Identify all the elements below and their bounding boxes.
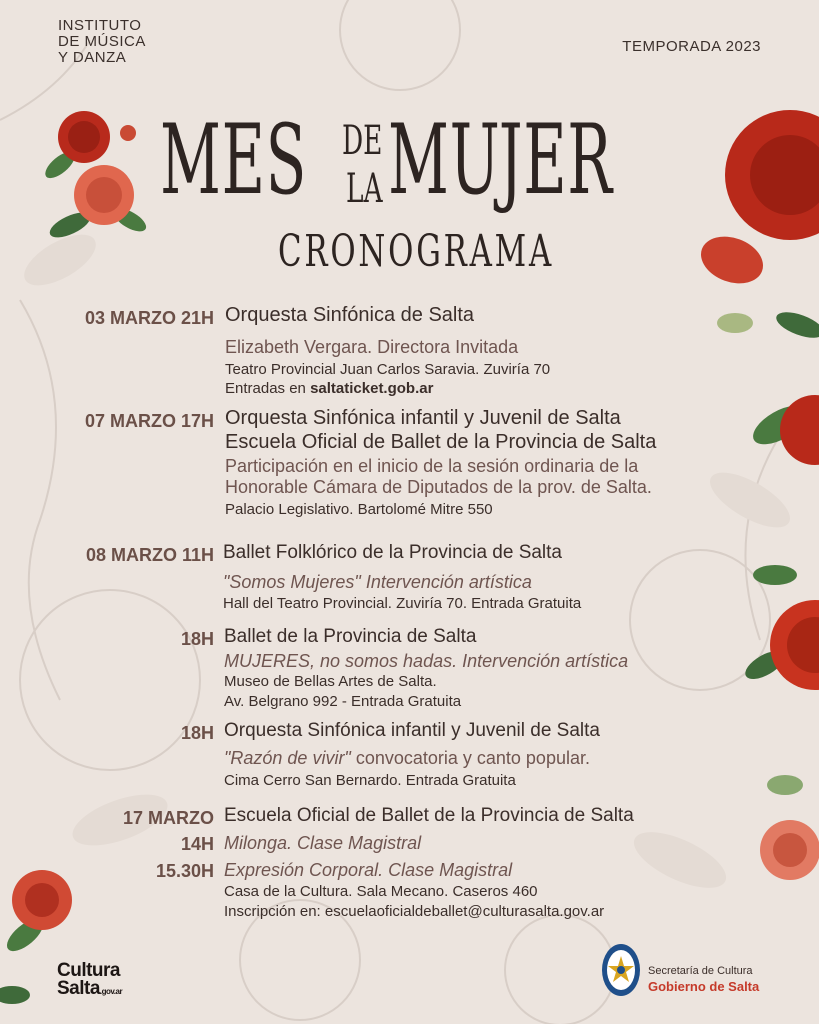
event-4-time: 18H: [180, 629, 214, 649]
season-label: TEMPORADA 2023: [622, 38, 761, 55]
event-2-date: 07 MARZO 17H: [84, 411, 214, 431]
event-5-time: 18H: [180, 723, 214, 743]
event-4-name: Ballet de la Provincia de Salta: [224, 626, 477, 647]
event-4-subtitle: MUJERES, no somos hadas. Intervención artística: [224, 651, 629, 671]
event-3-name: Ballet Folklórico de la Provincia de Salta: [223, 542, 563, 563]
salta-coat-of-arms-icon: [600, 942, 642, 998]
event-2-name-line-2: Escuela Oficial de Ballet de la Provincia de Salta: [225, 431, 657, 453]
event-1-date: 03 MARZO 21H: [84, 308, 214, 328]
event-4-venue-line-1: Museo de Bellas Artes de Salta.: [224, 673, 437, 690]
event-5-subtitle-rest: convocatoria y canto popular.: [350, 748, 590, 768]
event-6-date: 17 MARZO: [122, 808, 214, 828]
cultura-salta-logo: [57, 962, 122, 1001]
event-6-signup[interactable]: Inscripción en: escuelaoficialdeballet@culturasalta.gov.ar: [224, 903, 605, 920]
title-de: DE: [342, 118, 383, 164]
event-1-tickets-link[interactable]: saltaticket.gob.ar: [310, 380, 434, 397]
event-6-time-2: 15.30H: [155, 861, 214, 881]
logo-line-1: Cultura: [57, 960, 120, 981]
event-5-subtitle-title: "Razón de vivir": [224, 748, 351, 768]
rose-right-top-icon: [690, 75, 819, 465]
event-2-name-line-1: Orquesta Sinfónica infantil y Juvenil de Salta: [225, 407, 621, 429]
event-6-venue: Casa de la Cultura. Sala Mecano. Caseros 460: [224, 883, 538, 900]
institute-line-1: INSTITUTO: [58, 17, 142, 34]
event-2-desc-line-1: Participación en el inicio de la sesión ordinaria de la: [225, 456, 639, 476]
event-3-date: 08 MARZO 11H: [85, 545, 214, 565]
logo-line-2-text: Salta: [57, 978, 100, 999]
institute-line-2: DE MÚSICA: [58, 33, 146, 50]
event-3-venue: Hall del Teatro Provincial. Zuviría 70. Entrada Gratuita: [223, 595, 582, 612]
logo-line-2: [57, 980, 122, 1001]
event-1-venue: Teatro Provincial Juan Carlos Saravia. Zuviría 70: [225, 361, 551, 378]
event-2-desc-line-2: Honorable Cámara de Diputados de la prov. de Salta.: [225, 477, 652, 497]
event-5-venue: Cima Cerro San Bernardo. Entrada Gratuita: [224, 772, 516, 789]
event-6-activity-1: Milonga. Clase Magistral: [224, 833, 422, 853]
event-4-venue-line-2: Av. Belgrano 992 - Entrada Gratuita: [224, 693, 462, 710]
institute-name: [58, 18, 146, 66]
event-2-venue: Palacio Legislativo. Bartolomé Mitre 550: [225, 501, 493, 518]
institute-line-3: Y DANZA: [58, 49, 127, 66]
rose-bouquet-left-icon: [40, 105, 150, 245]
title-mujer: MUJER: [388, 104, 613, 216]
event-1-tickets-prefix: Entradas en: [225, 380, 311, 397]
event-6-name: Escuela Oficial de Ballet de la Provincia de Salta: [224, 805, 634, 826]
event-6-activity-2: Expresión Corporal. Clase Magistral: [224, 860, 513, 880]
event-1-tickets: [225, 380, 433, 397]
title-mes: MES: [160, 104, 308, 216]
event-1-name: Orquesta Sinfónica de Salta: [225, 304, 475, 326]
title-cronograma: CRONOGRAMA: [278, 226, 555, 277]
event-3-subtitle: "Somos Mujeres" Intervención artística: [223, 572, 532, 592]
event-5-name: Orquesta Sinfónica infantil y Juvenil de Salta: [224, 720, 600, 741]
secretaria-de-cultura: Secretaría de Cultura: [648, 965, 753, 977]
gobierno-de-salta: Gobierno de Salta: [648, 979, 760, 994]
logo-suffix: .gov.ar: [99, 987, 123, 996]
title-la: LA: [346, 166, 383, 212]
event-5-subtitle: [224, 748, 590, 769]
event-6-time-1: 14H: [180, 834, 214, 854]
event-1-subtitle: Elizabeth Vergara. Directora Invitada: [225, 337, 519, 357]
rose-right-bottom-icon: [745, 555, 819, 895]
